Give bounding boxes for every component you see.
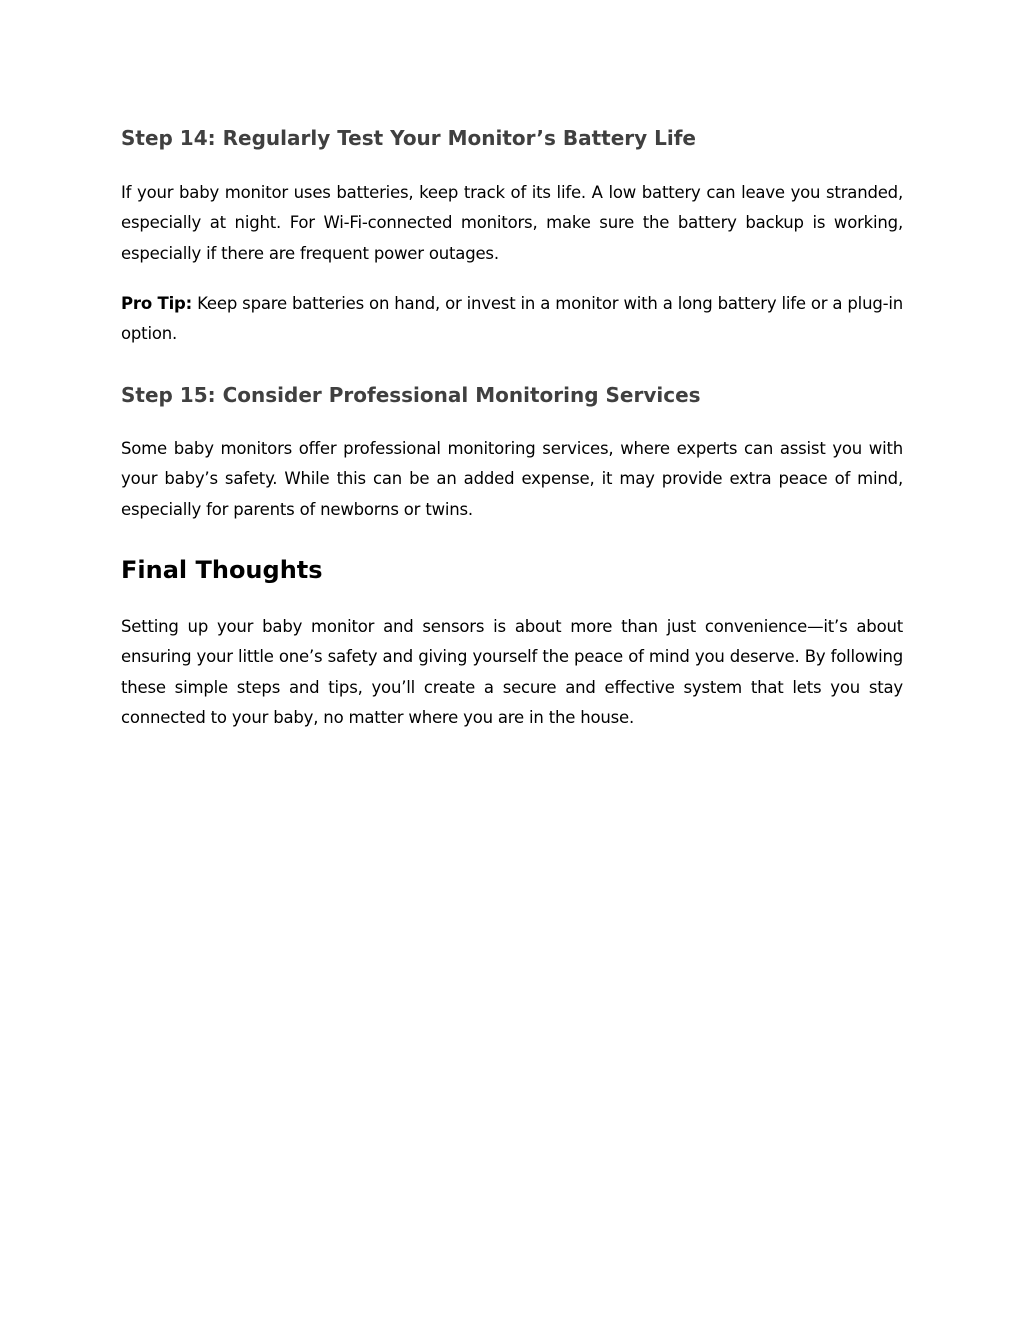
final-thoughts-paragraph: Setting up your baby monitor and sensors is about more than just convenience—it’s about ensuring your little one’s safety and giving yourself the peace of mind you deserve. By following these simple steps and tips, you’ll create a secure and effective system that lets you stay connected to your baby, no matter where you are in the house. [121, 617, 903, 727]
step-15-paragraph: Some baby monitors offer professional monitoring services, where experts can assist you with your baby’s safety. While this can be an added expense, it may provide extra peace of mind, especially for parents of newborns or twins. [121, 439, 903, 519]
step-15-heading: Step 15: Consider Professional Monitoring Services [121, 383, 701, 407]
pro-tip-paragraph [121, 289, 903, 350]
step-14-heading: Step 14: Regularly Test Your Monitor’s Battery Life [121, 126, 696, 150]
final-thoughts-heading: Final Thoughts [121, 556, 323, 584]
pro-tip-label: Pro Tip: [121, 294, 193, 313]
pro-tip-text: Keep spare batteries on hand, or invest in a monitor with a long battery life or a plug-in option. [121, 294, 903, 344]
step-14-paragraph: If your baby monitor uses batteries, keep track of its life. A low battery can leave you stranded, especially at night. For Wi-Fi-connected monitors, make sure the battery backup is working, especially if there are frequent power outages. [121, 183, 903, 263]
